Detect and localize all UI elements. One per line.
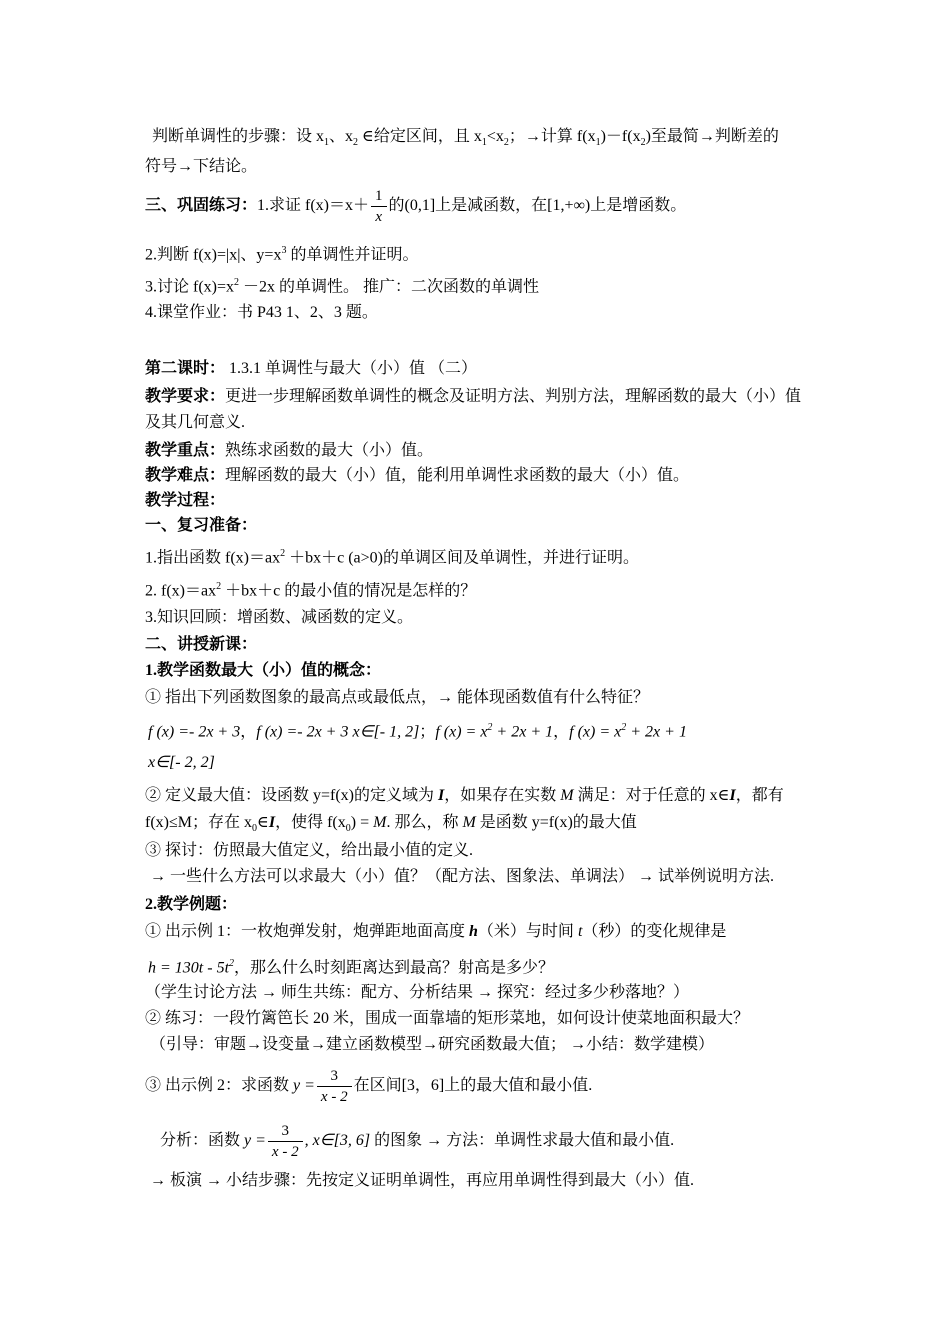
lesson-heading: 第二课时： 1.3.1 单调性与最大（小）值 （二） xyxy=(145,360,478,377)
practice-fence: ② 练习：一段竹篱笆长 20 米，围成一面靠墙的矩形菜地，如何设计使菜地面积最大？ xyxy=(145,1010,750,1027)
section-review: 一、复习准备： xyxy=(145,517,258,534)
example-2: ③ 出示例 2：求函数 y = $\frac{3}{x - 2}$ 在区间[3，6]上的最大值和最小值. xyxy=(145,1068,593,1105)
definition-min-discussion: ③ 探讨：仿照最大值定义，给出最小值的定义. xyxy=(145,842,474,859)
review-item-3: 3.知识回顾：增函数、减函数的定义。 xyxy=(145,609,414,626)
review-item-1: 1.指出函数 $f(x)=ax^2 +bx+c$ (a>0)的单调区间及单调性，并进行证明。 xyxy=(145,548,639,567)
section-exercises: 三、巩固练习：1.求证 f(x)＝x＋ $\frac{1}{x}$ 的(0,1]上是减函数，在[1,+∞)上是增函数。 xyxy=(145,188,687,225)
methods-question: → 一些什么方法可以求最大（小）值？（配方法、图象法、单调法） → 试举例说明方法. xyxy=(150,868,775,885)
example-2-analysis: 分析：函数 y = $\frac{3}{x - 2}$ , x∈[3, 6] 的图象 → 方法：单调性求最大值和最小值. xyxy=(160,1123,675,1160)
teaching-process: 教学过程： xyxy=(145,492,226,509)
subsection-max-min-concept: 1.教学函数最大（小）值的概念： xyxy=(145,662,382,679)
definition-max: ② 定义最大值：设函数 y=f(x)的定义域为 I，如果存在实数 M 满足：对于任意的 x∈I，都有 xyxy=(145,787,784,804)
exercise-4: 4.课堂作业：书 P43 1、2、3 题。 xyxy=(145,304,378,321)
exercise-3: 3.讨论 $f(x)=x^2 -2x$ 的单调性。 推广：二次函数的单调性 xyxy=(145,277,540,296)
example-1-formula: $h = 130t - 5t^2$，那么什么时刻距离达到最高？射高是多少？ xyxy=(148,958,555,977)
subsection-examples: 2.教学例题： xyxy=(145,896,238,913)
fraction: $\frac{3}{x - 2}$ xyxy=(268,1121,303,1162)
example-1: ① 出示例 1：一枚炮弹发射，炮弹距地面高度 h（米）与时间 t（秒）的变化规律是 xyxy=(145,923,727,940)
fraction: $\frac{3}{x - 2}$ xyxy=(317,1066,352,1107)
practice-guidance: （引导：审题→设变量→建立函数模型→研究函数最大值； →小结：数学建模） xyxy=(150,1036,715,1053)
definition-max-cont: f(x)≤M；存在 $x_0\in I$，使得 $f(x_0) = M$. 那么，称 M 是函数 y=f(x)的最大值 xyxy=(145,814,637,835)
teaching-requirements-cont: 及其几何意义. xyxy=(145,414,246,431)
function-domain: x∈[- 2, 2] xyxy=(148,754,215,771)
paragraph-monotonic-steps: 判断单调性的步骤：设 $x_1$、$x_2$ ∈给定区间，且 $x_1<x_2$；→计算 $f(x_1)-f(x_2)$至最简→判断差的 xyxy=(152,128,779,149)
review-item-2: 2. $f(x)=ax^2 +bx+c$ 的最小值的情况是怎样的？ xyxy=(145,581,477,600)
section-new-lesson: 二、讲授新课： xyxy=(145,636,258,653)
function-examples: f (x) =- 2x + 3，f (x) =- 2x + 3 x∈[- 1, 2]；f $(x) = x^2 + 2x + 1$，f $(x) = x^2 + 2x + 1$ xyxy=(148,722,687,741)
example-2-summary: → 板演 → 小结步骤：先按定义证明单调性，再应用单调性得到最大（小）值. xyxy=(150,1172,695,1189)
fraction: $\frac{1}{x}$ xyxy=(371,186,387,227)
teaching-difficulty: 教学难点：理解函数的最大（小）值，能利用单调性求函数的最大（小）值。 xyxy=(145,467,690,484)
exercise-2: 2.判断 f(x)=|x|、$y=x^3$ 的单调性并证明。 xyxy=(145,245,419,264)
example-1-discussion: （学生讨论方法 → 师生共练：配方、分析结果 → 探究：经过多少秒落地？） xyxy=(145,984,690,1001)
paragraph-conclusion: 符号→下结论。 xyxy=(145,158,258,175)
concept-point-1: ① 指出下列函数图象的最高点或最低点，→ 能体现函数值有什么特征？ xyxy=(145,689,650,706)
teaching-requirements: 教学要求：更进一步理解函数单调性的概念及证明方法、判别方法，理解函数的最大（小）值 xyxy=(145,388,802,405)
teaching-focus: 教学重点：熟练求函数的最大（小）值。 xyxy=(145,442,434,459)
